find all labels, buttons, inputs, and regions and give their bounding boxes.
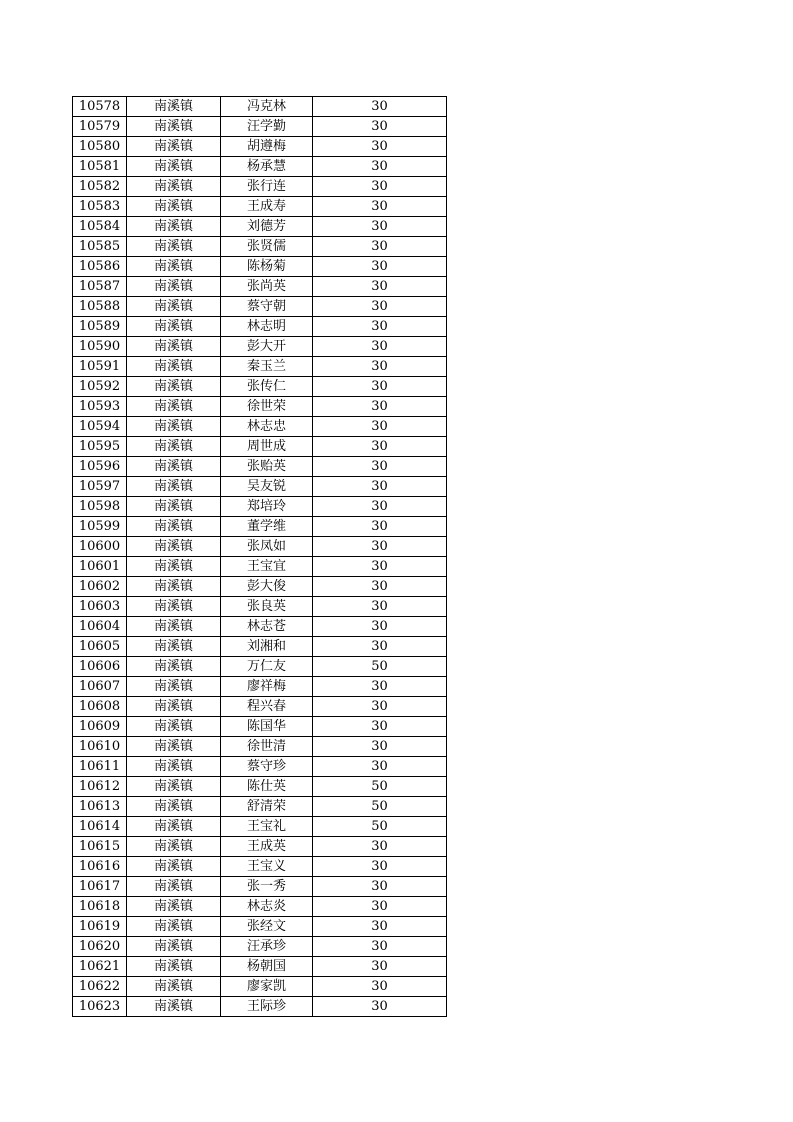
cell-town: 南溪镇 xyxy=(127,137,221,157)
cell-name: 张传仁 xyxy=(221,377,313,397)
cell-id: 10585 xyxy=(73,237,127,257)
cell-id: 10616 xyxy=(73,857,127,877)
table-row xyxy=(73,517,447,537)
cell-name: 郑培玲 xyxy=(221,497,313,517)
cell-amount: 30 xyxy=(313,997,447,1017)
cell-amount: 30 xyxy=(313,97,447,117)
cell-name: 林志明 xyxy=(221,317,313,337)
table-row xyxy=(73,817,447,837)
cell-amount: 50 xyxy=(313,657,447,677)
cell-name: 林志炎 xyxy=(221,897,313,917)
cell-name: 陈国华 xyxy=(221,717,313,737)
cell-amount: 30 xyxy=(313,297,447,317)
cell-amount: 30 xyxy=(313,557,447,577)
cell-town: 南溪镇 xyxy=(127,737,221,757)
cell-name: 王宝义 xyxy=(221,857,313,877)
cell-amount: 30 xyxy=(313,877,447,897)
cell-name: 张贤儒 xyxy=(221,237,313,257)
cell-id: 10586 xyxy=(73,257,127,277)
cell-amount: 30 xyxy=(313,497,447,517)
table-row xyxy=(73,137,447,157)
cell-name: 杨朝国 xyxy=(221,957,313,977)
table-row xyxy=(73,777,447,797)
cell-amount: 30 xyxy=(313,917,447,937)
cell-id: 10582 xyxy=(73,177,127,197)
cell-amount: 30 xyxy=(313,637,447,657)
table-row xyxy=(73,797,447,817)
cell-id: 10611 xyxy=(73,757,127,777)
cell-name: 徐世清 xyxy=(221,737,313,757)
table-row xyxy=(73,157,447,177)
cell-amount: 30 xyxy=(313,437,447,457)
cell-name: 蔡守朝 xyxy=(221,297,313,317)
cell-amount: 30 xyxy=(313,217,447,237)
table-row xyxy=(73,557,447,577)
cell-town: 南溪镇 xyxy=(127,377,221,397)
table-row xyxy=(73,117,447,137)
table-body xyxy=(73,97,447,1017)
cell-town: 南溪镇 xyxy=(127,457,221,477)
cell-id: 10610 xyxy=(73,737,127,757)
cell-town: 南溪镇 xyxy=(127,497,221,517)
cell-amount: 30 xyxy=(313,697,447,717)
cell-name: 张经文 xyxy=(221,917,313,937)
cell-amount: 30 xyxy=(313,177,447,197)
cell-id: 10595 xyxy=(73,437,127,457)
cell-name: 吴友锐 xyxy=(221,477,313,497)
cell-id: 10587 xyxy=(73,277,127,297)
table-row xyxy=(73,897,447,917)
cell-name: 张一秀 xyxy=(221,877,313,897)
table-row xyxy=(73,857,447,877)
cell-amount: 30 xyxy=(313,457,447,477)
cell-amount: 30 xyxy=(313,137,447,157)
cell-name: 林志苍 xyxy=(221,617,313,637)
cell-id: 10593 xyxy=(73,397,127,417)
cell-amount: 30 xyxy=(313,377,447,397)
cell-town: 南溪镇 xyxy=(127,937,221,957)
cell-amount: 30 xyxy=(313,717,447,737)
table-row xyxy=(73,737,447,757)
cell-amount: 30 xyxy=(313,477,447,497)
table-row xyxy=(73,697,447,717)
cell-name: 蔡守珍 xyxy=(221,757,313,777)
cell-town: 南溪镇 xyxy=(127,577,221,597)
cell-name: 徐世荣 xyxy=(221,397,313,417)
cell-id: 10619 xyxy=(73,917,127,937)
table-row xyxy=(73,437,447,457)
cell-amount: 30 xyxy=(313,337,447,357)
table-row xyxy=(73,357,447,377)
cell-town: 南溪镇 xyxy=(127,277,221,297)
table-row xyxy=(73,417,447,437)
cell-amount: 30 xyxy=(313,977,447,997)
cell-name: 王成寿 xyxy=(221,197,313,217)
cell-name: 张贻英 xyxy=(221,457,313,477)
cell-id: 10602 xyxy=(73,577,127,597)
cell-amount: 30 xyxy=(313,677,447,697)
cell-town: 南溪镇 xyxy=(127,597,221,617)
cell-name: 王宝礼 xyxy=(221,817,313,837)
cell-town: 南溪镇 xyxy=(127,657,221,677)
cell-id: 10592 xyxy=(73,377,127,397)
cell-town: 南溪镇 xyxy=(127,357,221,377)
cell-id: 10581 xyxy=(73,157,127,177)
cell-town: 南溪镇 xyxy=(127,297,221,317)
cell-id: 10620 xyxy=(73,937,127,957)
cell-name: 汪学勤 xyxy=(221,117,313,137)
cell-name: 舒清荣 xyxy=(221,797,313,817)
cell-amount: 30 xyxy=(313,577,447,597)
cell-town: 南溪镇 xyxy=(127,437,221,457)
cell-id: 10614 xyxy=(73,817,127,837)
cell-name: 廖祥梅 xyxy=(221,677,313,697)
cell-name: 王成英 xyxy=(221,837,313,857)
cell-id: 10589 xyxy=(73,317,127,337)
table-row xyxy=(73,197,447,217)
cell-town: 南溪镇 xyxy=(127,617,221,637)
cell-town: 南溪镇 xyxy=(127,237,221,257)
cell-amount: 30 xyxy=(313,357,447,377)
table-row xyxy=(73,377,447,397)
cell-town: 南溪镇 xyxy=(127,117,221,137)
table-row xyxy=(73,277,447,297)
table-row xyxy=(73,457,447,477)
cell-name: 陈仕英 xyxy=(221,777,313,797)
cell-town: 南溪镇 xyxy=(127,857,221,877)
cell-amount: 50 xyxy=(313,817,447,837)
table-row xyxy=(73,577,447,597)
cell-town: 南溪镇 xyxy=(127,397,221,417)
cell-amount: 30 xyxy=(313,537,447,557)
table-row xyxy=(73,957,447,977)
cell-amount: 50 xyxy=(313,797,447,817)
cell-name: 万仁友 xyxy=(221,657,313,677)
cell-amount: 30 xyxy=(313,757,447,777)
cell-id: 10613 xyxy=(73,797,127,817)
cell-name: 刘德芳 xyxy=(221,217,313,237)
table-row xyxy=(73,977,447,997)
table-row xyxy=(73,537,447,557)
table-row xyxy=(73,337,447,357)
cell-id: 10578 xyxy=(73,97,127,117)
table-row xyxy=(73,637,447,657)
cell-id: 10600 xyxy=(73,537,127,557)
cell-name: 程兴春 xyxy=(221,697,313,717)
cell-amount: 30 xyxy=(313,197,447,217)
cell-id: 10597 xyxy=(73,477,127,497)
cell-town: 南溪镇 xyxy=(127,637,221,657)
cell-town: 南溪镇 xyxy=(127,217,221,237)
cell-town: 南溪镇 xyxy=(127,997,221,1017)
cell-id: 10623 xyxy=(73,997,127,1017)
cell-amount: 30 xyxy=(313,837,447,857)
cell-id: 10594 xyxy=(73,417,127,437)
cell-id: 10621 xyxy=(73,957,127,977)
data-table xyxy=(72,96,447,1017)
cell-amount: 30 xyxy=(313,897,447,917)
cell-town: 南溪镇 xyxy=(127,877,221,897)
cell-id: 10601 xyxy=(73,557,127,577)
cell-town: 南溪镇 xyxy=(127,477,221,497)
table-row xyxy=(73,617,447,637)
cell-amount: 30 xyxy=(313,617,447,637)
cell-id: 10606 xyxy=(73,657,127,677)
cell-id: 10579 xyxy=(73,117,127,137)
cell-amount: 30 xyxy=(313,397,447,417)
cell-name: 周世成 xyxy=(221,437,313,457)
table-row xyxy=(73,497,447,517)
cell-id: 10599 xyxy=(73,517,127,537)
table-row xyxy=(73,717,447,737)
cell-name: 董学维 xyxy=(221,517,313,537)
cell-name: 刘湘和 xyxy=(221,637,313,657)
cell-id: 10617 xyxy=(73,877,127,897)
cell-town: 南溪镇 xyxy=(127,517,221,537)
cell-id: 10607 xyxy=(73,677,127,697)
table-row xyxy=(73,217,447,237)
cell-id: 10590 xyxy=(73,337,127,357)
cell-name: 秦玉兰 xyxy=(221,357,313,377)
cell-town: 南溪镇 xyxy=(127,197,221,217)
cell-amount: 30 xyxy=(313,957,447,977)
cell-name: 王宝宜 xyxy=(221,557,313,577)
cell-name: 彭大开 xyxy=(221,337,313,357)
cell-name: 张良英 xyxy=(221,597,313,617)
cell-town: 南溪镇 xyxy=(127,697,221,717)
cell-town: 南溪镇 xyxy=(127,97,221,117)
cell-id: 10591 xyxy=(73,357,127,377)
table-row xyxy=(73,757,447,777)
cell-amount: 30 xyxy=(313,737,447,757)
table-row xyxy=(73,677,447,697)
cell-name: 冯克林 xyxy=(221,97,313,117)
cell-id: 10604 xyxy=(73,617,127,637)
cell-name: 张凤如 xyxy=(221,537,313,557)
cell-town: 南溪镇 xyxy=(127,717,221,737)
cell-amount: 30 xyxy=(313,237,447,257)
cell-amount: 30 xyxy=(313,277,447,297)
cell-amount: 30 xyxy=(313,257,447,277)
cell-town: 南溪镇 xyxy=(127,837,221,857)
table-row xyxy=(73,877,447,897)
cell-name: 张尚英 xyxy=(221,277,313,297)
cell-town: 南溪镇 xyxy=(127,917,221,937)
table-row xyxy=(73,317,447,337)
cell-name: 彭大俊 xyxy=(221,577,313,597)
table-row xyxy=(73,997,447,1017)
table-row xyxy=(73,917,447,937)
cell-town: 南溪镇 xyxy=(127,897,221,917)
cell-amount: 30 xyxy=(313,117,447,137)
cell-town: 南溪镇 xyxy=(127,777,221,797)
cell-id: 10584 xyxy=(73,217,127,237)
cell-town: 南溪镇 xyxy=(127,957,221,977)
table-row xyxy=(73,837,447,857)
cell-town: 南溪镇 xyxy=(127,157,221,177)
cell-id: 10580 xyxy=(73,137,127,157)
cell-id: 10608 xyxy=(73,697,127,717)
cell-amount: 30 xyxy=(313,417,447,437)
cell-id: 10603 xyxy=(73,597,127,617)
cell-id: 10618 xyxy=(73,897,127,917)
cell-amount: 50 xyxy=(313,777,447,797)
cell-name: 杨承慧 xyxy=(221,157,313,177)
cell-name: 汪承珍 xyxy=(221,937,313,957)
cell-amount: 30 xyxy=(313,517,447,537)
cell-name: 张行连 xyxy=(221,177,313,197)
cell-town: 南溪镇 xyxy=(127,317,221,337)
cell-id: 10596 xyxy=(73,457,127,477)
cell-town: 南溪镇 xyxy=(127,257,221,277)
cell-town: 南溪镇 xyxy=(127,817,221,837)
cell-id: 10615 xyxy=(73,837,127,857)
cell-town: 南溪镇 xyxy=(127,177,221,197)
cell-town: 南溪镇 xyxy=(127,537,221,557)
cell-town: 南溪镇 xyxy=(127,977,221,997)
cell-id: 10588 xyxy=(73,297,127,317)
cell-town: 南溪镇 xyxy=(127,337,221,357)
table-row xyxy=(73,657,447,677)
cell-name: 陈杨菊 xyxy=(221,257,313,277)
table-row xyxy=(73,237,447,257)
cell-id: 10583 xyxy=(73,197,127,217)
cell-id: 10598 xyxy=(73,497,127,517)
cell-town: 南溪镇 xyxy=(127,797,221,817)
table-row xyxy=(73,257,447,277)
cell-name: 胡遵梅 xyxy=(221,137,313,157)
cell-id: 10605 xyxy=(73,637,127,657)
cell-amount: 30 xyxy=(313,597,447,617)
cell-town: 南溪镇 xyxy=(127,557,221,577)
cell-amount: 30 xyxy=(313,317,447,337)
table-row xyxy=(73,397,447,417)
table-row xyxy=(73,597,447,617)
table-row xyxy=(73,477,447,497)
table-row xyxy=(73,297,447,317)
table-row xyxy=(73,177,447,197)
cell-amount: 30 xyxy=(313,157,447,177)
table-row xyxy=(73,937,447,957)
table-row xyxy=(73,97,447,117)
cell-id: 10609 xyxy=(73,717,127,737)
cell-name: 王际珍 xyxy=(221,997,313,1017)
cell-id: 10622 xyxy=(73,977,127,997)
cell-amount: 30 xyxy=(313,857,447,877)
cell-name: 林志忠 xyxy=(221,417,313,437)
cell-amount: 30 xyxy=(313,937,447,957)
cell-town: 南溪镇 xyxy=(127,677,221,697)
cell-town: 南溪镇 xyxy=(127,417,221,437)
cell-name: 廖家凯 xyxy=(221,977,313,997)
cell-town: 南溪镇 xyxy=(127,757,221,777)
cell-id: 10612 xyxy=(73,777,127,797)
